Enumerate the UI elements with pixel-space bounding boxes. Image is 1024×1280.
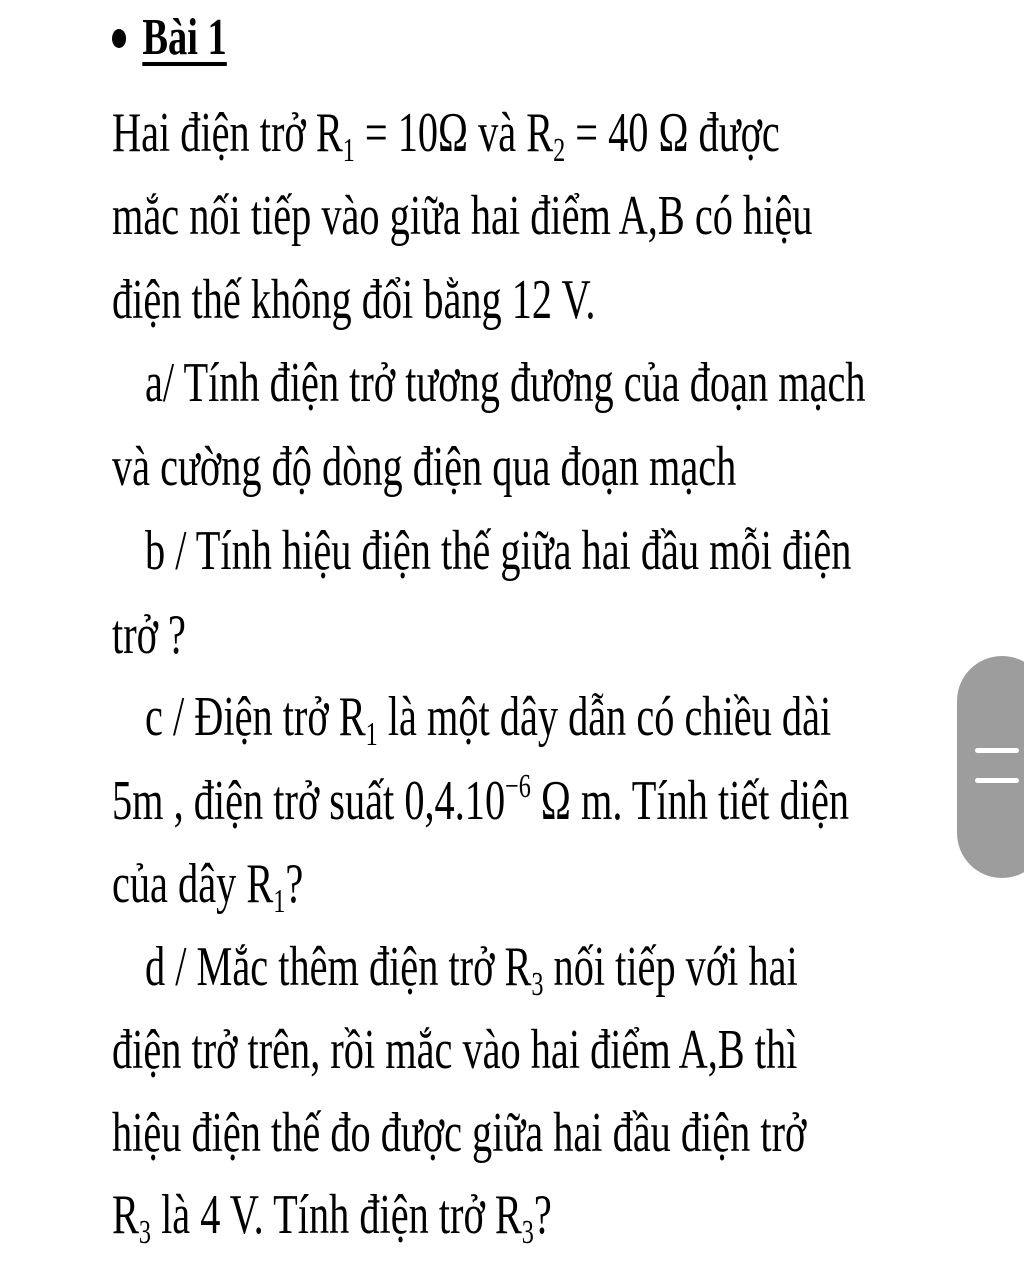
- text-segment: 5m , điện trở suất 0,4.10: [112, 770, 506, 832]
- subscript: 3: [521, 1214, 534, 1252]
- question-c-line: [112, 766, 849, 836]
- bullet-icon: [112, 29, 126, 48]
- scroll-handle[interactable]: [957, 656, 1024, 878]
- question-b-line: b / Tính hiệu điện thế giữa hai đầu mỗi điện: [145, 520, 852, 582]
- text-segment: là 4 V. Tính điện trở R: [150, 1184, 522, 1246]
- problem-line: mắc nối tiếp vào giữa hai điểm A,B có hiệu: [112, 185, 813, 247]
- question-c-line: [145, 682, 831, 752]
- question-a-line: và cường độ dòng điện qua đoạn mạch: [112, 436, 737, 498]
- subscript: 3: [138, 1214, 151, 1252]
- problem-line: điện thế không đổi bằng 12 V.: [112, 269, 596, 331]
- subscript: 1: [342, 132, 355, 170]
- text-segment: ?: [285, 853, 304, 915]
- question-b-line: trở ?: [112, 604, 186, 666]
- question-a-line: a/ Tính điện trở tương đương của đoạn mạch: [145, 352, 866, 414]
- subscript: 2: [553, 132, 566, 170]
- text-segment: = 40 Ω được: [565, 102, 780, 164]
- text-segment: c / Điện trở R: [145, 686, 366, 748]
- question-d-line: hiệu điện thế đo được giữa hai đầu điện trở: [112, 1102, 807, 1164]
- text-segment: là một dây dẫn có chiều dài: [377, 686, 832, 748]
- problem-line: [112, 98, 780, 168]
- text-segment: ?: [533, 1184, 552, 1246]
- question-d-line: điện trở trên, rồi mắc vào hai điểm A,B thì: [112, 1019, 798, 1081]
- question-d-line: [145, 932, 798, 1002]
- superscript: −6: [505, 768, 531, 806]
- text-segment: của dây R: [112, 853, 274, 915]
- subscript: 3: [531, 966, 544, 1004]
- problem-title-text: Bài 1: [142, 9, 227, 66]
- text-segment: nối tiếp với hai: [543, 936, 798, 998]
- text-segment: = 10Ω và R: [354, 102, 554, 164]
- subscript: 1: [365, 716, 378, 754]
- question-d-line: [112, 1180, 552, 1250]
- text-segment: d / Mắc thêm điện trở R: [145, 936, 532, 998]
- problem-title: [112, 8, 227, 68]
- text-segment: R: [112, 1184, 139, 1246]
- grip-line: [975, 748, 1019, 753]
- question-c-line: [112, 849, 303, 919]
- grip-line: [975, 778, 1019, 783]
- subscript: 1: [273, 883, 286, 921]
- text-segment: Ω m. Tính tiết diện: [530, 770, 849, 832]
- text-segment: Hai điện trở R: [112, 102, 343, 164]
